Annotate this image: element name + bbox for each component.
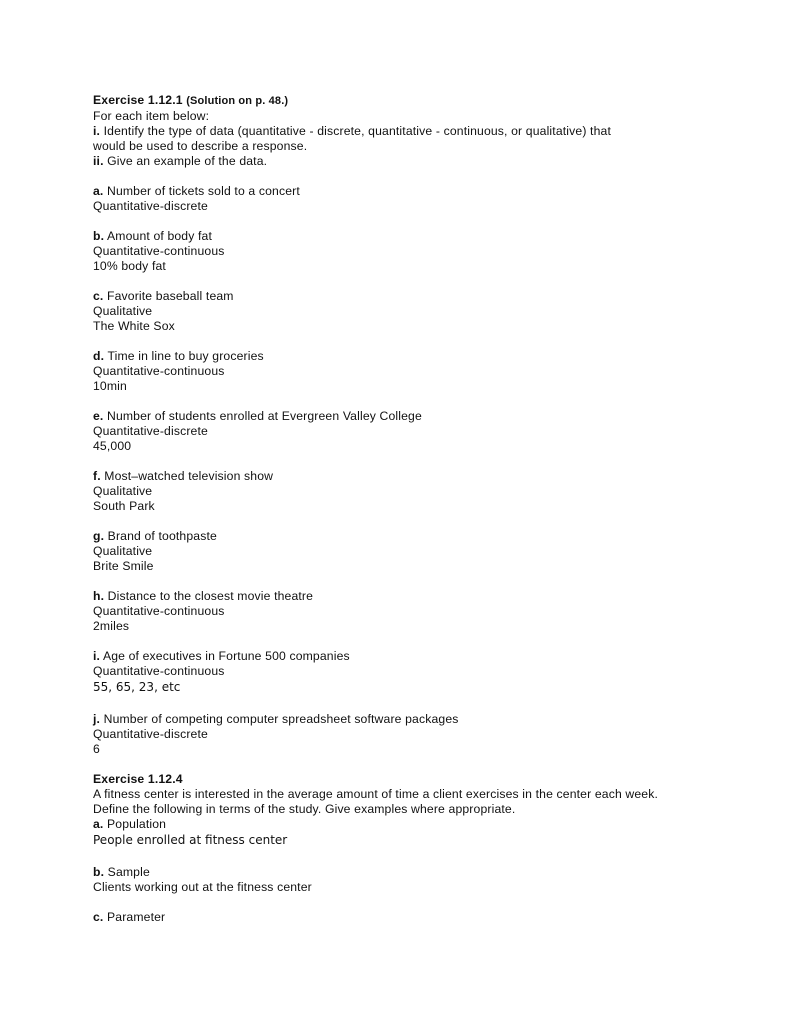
item-type: Quantitative-discrete (93, 199, 208, 213)
item-type: Quantitative-continuous (93, 244, 225, 258)
item-label: d. (93, 349, 105, 363)
item-example: 2miles (93, 619, 130, 633)
exercise-intro: For each item below: (93, 109, 210, 123)
document-body (93, 93, 733, 925)
item-example: 55, 65, 23, etc (93, 680, 181, 694)
item-label: b. (93, 229, 105, 243)
item-question (93, 184, 733, 199)
part-term (93, 910, 733, 925)
item-text: Most–watched television show (100, 469, 274, 483)
item-label: c. (93, 289, 104, 303)
item-type: Quantitative-continuous (93, 364, 225, 378)
item-label: j. (93, 712, 101, 726)
exercise-title: Exercise 1.12.4 (93, 772, 183, 786)
item-type: Qualitative (93, 304, 153, 318)
item-question (93, 649, 733, 664)
item-text: Number of tickets sold to a concert (103, 184, 300, 198)
item-question (93, 409, 733, 424)
solution-reference: (Solution on p. 48.) (186, 95, 289, 107)
item-example: 45,000 (93, 439, 132, 453)
item-text: Distance to the closest movie theatre (104, 589, 314, 603)
item-text: Number of students enrolled at Evergreen Valley College (103, 409, 422, 423)
instruction-i-continued: would be used to describe a response. (93, 139, 308, 153)
item-question (93, 589, 733, 604)
item-text: Brand of toothpaste (104, 529, 217, 543)
part-term (93, 865, 733, 880)
part-label: c. (93, 910, 104, 924)
part-answer: People enrolled at fitness center (93, 833, 288, 847)
item-label: g. (93, 529, 105, 543)
instruction-ii (93, 154, 733, 169)
item-example: 10% body fat (93, 259, 166, 273)
item-text: Age of executives in Fortune 500 companies (100, 649, 350, 663)
item-type: Quantitative-discrete (93, 424, 208, 438)
item-type: Quantitative-continuous (93, 604, 225, 618)
item-text: Amount of body fat (104, 229, 213, 243)
instruction-i (93, 124, 733, 139)
item-label: a. (93, 184, 104, 198)
item-label: f. (93, 469, 101, 483)
part-text: Population (103, 817, 167, 831)
item-question (93, 229, 733, 244)
item-type: Quantitative-discrete (93, 727, 208, 741)
item-text: Time in line to buy groceries (104, 349, 264, 363)
exercise-heading (93, 93, 733, 109)
item-label: i. (93, 649, 101, 663)
exercise-description: Define the following in terms of the study. Give examples where appropriate. (93, 802, 516, 816)
item-example: South Park (93, 499, 155, 513)
item-question (93, 469, 733, 484)
item-example: Brite Smile (93, 559, 154, 573)
item-text: Favorite baseball team (103, 289, 234, 303)
instruction-text: Identify the type of data (quantitative - discrete, quantitative - continuous, or qualitative) that (100, 124, 611, 138)
item-label: h. (93, 589, 105, 603)
part-term (93, 817, 733, 832)
item-type: Quantitative-continuous (93, 664, 225, 678)
part-text: Parameter (103, 910, 166, 924)
instruction-text: Give an example of the data. (103, 154, 268, 168)
item-label: e. (93, 409, 104, 423)
exercise-description: A fitness center is interested in the average amount of time a client exercises in the center each week. (93, 787, 659, 801)
item-question (93, 712, 733, 727)
item-example: 10min (93, 379, 127, 393)
item-example: The White Sox (93, 319, 175, 333)
instruction-label: i. (93, 124, 101, 138)
exercise-title: Exercise 1.12.1 (93, 93, 183, 107)
item-type: Qualitative (93, 484, 153, 498)
item-question (93, 289, 733, 304)
part-label: a. (93, 817, 104, 831)
item-question (93, 529, 733, 544)
part-answer: Clients working out at the fitness center (93, 880, 312, 894)
instruction-label: ii. (93, 154, 104, 168)
part-label: b. (93, 865, 105, 879)
item-example: 6 (93, 742, 100, 756)
item-type: Qualitative (93, 544, 153, 558)
part-text: Sample (104, 865, 150, 879)
item-question (93, 349, 733, 364)
item-text: Number of competing computer spreadsheet software packages (100, 712, 459, 726)
